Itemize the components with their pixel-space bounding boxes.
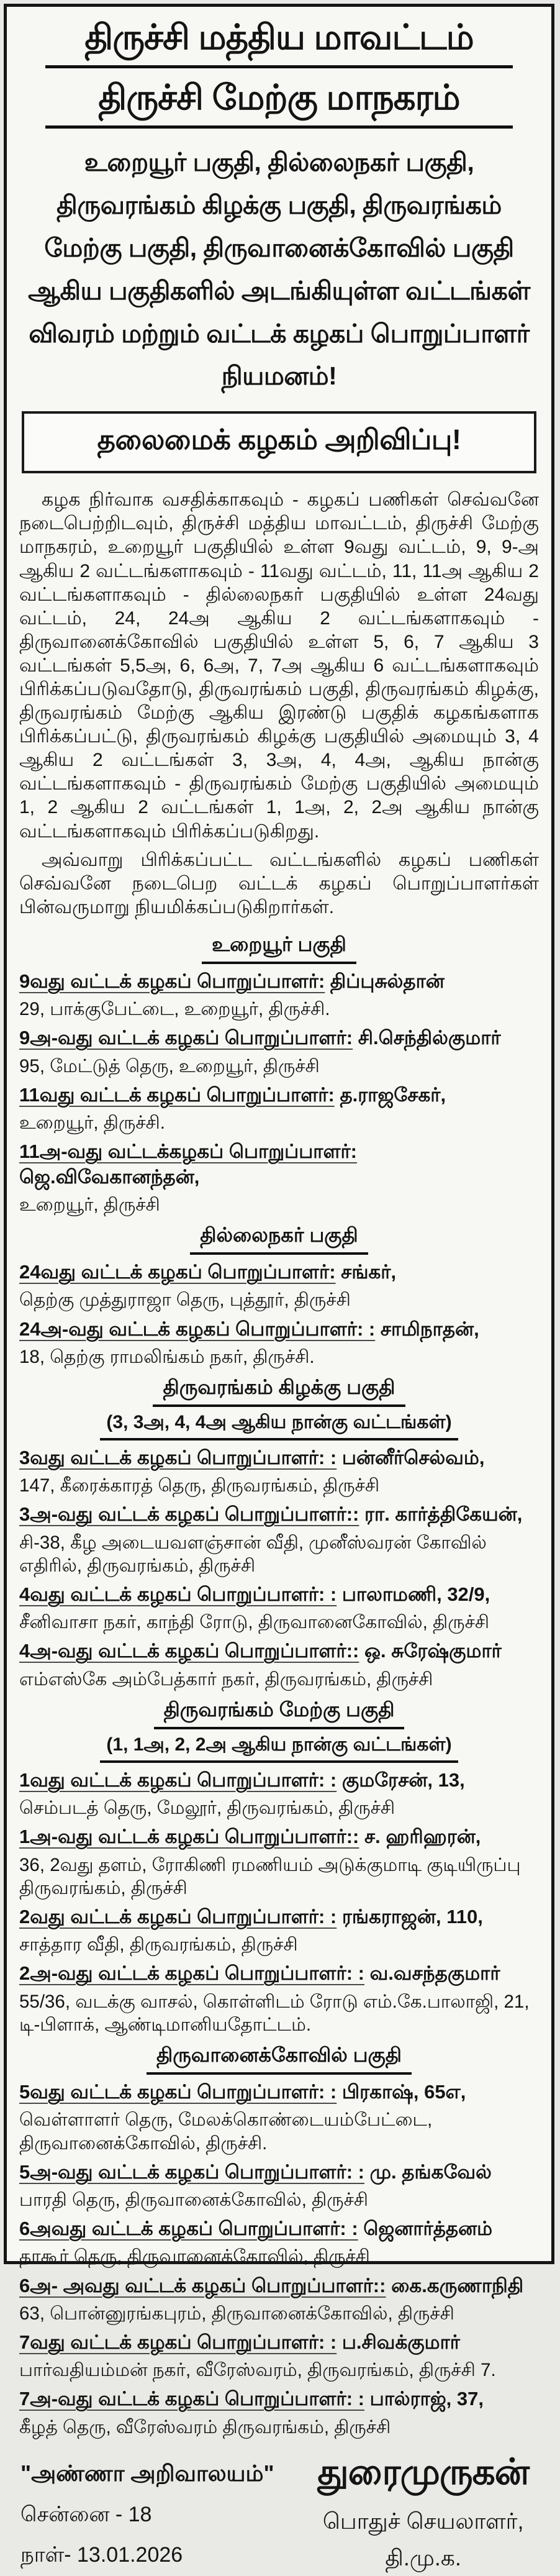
entry-name: சாமிநாதன், (380, 1318, 479, 1340)
entry-name: மு. தங்கவேல் (369, 2160, 492, 2183)
entry-label: 11அ-வது வட்டக்கழகப் பொறுப்பாளர்: (19, 1140, 357, 1163)
appointment-entry (19, 1260, 539, 1311)
entry-label: 1வது வட்டக் கழகப் பொறுப்பாளர்: : (19, 1768, 337, 1791)
entry-name: சங்கர், (341, 1261, 397, 1283)
entry-name: ரங்கராஜன், 110, (341, 1905, 483, 1927)
entry-label: 24அ-வது வட்டக் கழகப் பொறுப்பாளர்: : (19, 1318, 376, 1340)
entry-title-line (19, 2330, 539, 2355)
entry-label: 6அவது வட்டக் கழகப் பொறுப்பாளர்: : (19, 2218, 358, 2240)
entry-address: 63, பொன்னுரங்கபுரம், திருவானைக்கோவில், திருச்சி (19, 2303, 454, 2324)
entry-label: 7அ-வது வட்டக் கழகப் பொறுப்பாளர்: : (19, 2388, 364, 2410)
ward-section (19, 1224, 539, 1368)
entry-label: 4வது வட்டக் கழகப் பொறுப்பாளர்: : (19, 1583, 337, 1606)
entry-label: 2வது வட்டக் கழகப் பொறுப்பாளர்: : (19, 1905, 337, 1927)
entry-address: தெற்கு முத்துராஜா தெரு, புத்தூர், திருச்சி (19, 1290, 351, 1311)
appointment-entry (19, 2216, 539, 2268)
entry-name: த.ராஜசேகர், (340, 1083, 446, 1106)
section-heading: தில்லைநகர் பகுதி (190, 1224, 368, 1255)
section-heading: திருவரங்கம் கிழக்கு பகுதி (153, 1376, 405, 1407)
appointment-entry (19, 1317, 539, 1368)
section-heading: திருவானைக்கோவில் பகுதி (147, 2044, 412, 2075)
advert-subtitle: உறையூர் பகுதி, தில்லைநகர் பகுதி, திருவரங்கம் கிழக்கு பகுதி, திருவரங்கம் மேற்கு பகுதி, திருவானைக்கோவில் பகுதி ஆகிய பகுதிகளில் அடங்கியுள்ள வட்டங்கள் விவரம் மற்றும் வட்டக் கழகப் பொறுப்பாளர் நியமனம்! (28, 148, 530, 391)
entry-label: 24வது வட்டக் கழகப் பொறுப்பாளர்: (19, 1261, 336, 1283)
entry-name: பிரகாஷ், 65எ, (341, 2081, 466, 2103)
page-title-district: திருச்சி மத்திய மாவட்டம் (45, 16, 513, 68)
entry-name: பன்னீர்செல்வம், (341, 1446, 485, 1468)
entry-address: எம்எஸ்கே அம்பேத்கார் நகர், திருவரங்கம், திருச்சி (19, 1668, 433, 1690)
footer (19, 2444, 539, 2576)
entry-title-line (19, 1961, 539, 1986)
entry-title-line (19, 1445, 539, 1470)
appointment-entry (19, 1139, 539, 1216)
ward-section (19, 2044, 539, 2439)
entry-label: 7வது வட்டக் கழகப் பொறுப்பாளர்: : (19, 2331, 337, 2354)
entry-name: ச. ஹரிஹரன், (364, 1826, 481, 1848)
entry-label: 11வது வட்டக் கழகப் பொறுப்பாளர்: (19, 1083, 335, 1106)
appointment-entry (19, 1961, 539, 2036)
entry-title-line (19, 1768, 539, 1793)
announcement-advert (4, 4, 554, 2570)
section-heading: திருவரங்கம் மேற்கு பகுதி (154, 1698, 405, 1729)
entry-address: பார்வதியம்மன் நகர், வீரேஸ்வரம், திருவரங்கம், திருச்சி 7. (19, 2360, 496, 2381)
entry-address: 55/36, வடக்கு வாசல், கொள்ளிடம் ரோடு எம்.கே.பாலாஜி, 21, டி-பிளாக், ஆண்டிமானியதோட்டம். (19, 1991, 530, 2035)
entry-label: 5அ-வது வட்டக் கழகப் பொறுப்பாளர்: : (19, 2160, 364, 2183)
entry-address: உறையூர், திருச்சி. (19, 1113, 165, 1134)
entry-label: 5வது வட்டக் கழகப் பொறுப்பாளர்: : (19, 2081, 337, 2103)
appointment-entry (19, 1502, 539, 1577)
signatory-party: தி.மு.க. (385, 2544, 461, 2570)
appointment-entry (19, 1026, 539, 1077)
entry-title-line (19, 1083, 539, 1108)
headquarters-notice-text: தலைமைக் கழகம் அறிவிப்பு! (97, 424, 461, 456)
entry-address: சி-38, கீழ அடையவளஞ்சான் வீதி, முனீஸ்வரன் கோவில் எதிரில், திருவரங்கம், திருச்சி (19, 1532, 487, 1576)
entry-label: 6அ- அவது வட்டக் கழகப் பொறுப்பாளர்:: (19, 2274, 386, 2296)
appointment-entry (19, 1905, 539, 1956)
footer-office: "அண்ணா அறிவாலயம்" (20, 2460, 274, 2486)
entry-label: 2அ-வது வட்டக் கழகப் பொறுப்பாளர்: : (19, 1962, 364, 1985)
entry-label: 3வது வட்டக் கழகப் பொறுப்பாளர்: : (19, 1446, 337, 1468)
appointment-entry (19, 1768, 539, 1819)
entry-address: சாத்தார வீதி, திருவரங்கம், திருச்சி (19, 1934, 298, 1955)
entry-label: 9அ-வது வட்டக் கழகப் பொறுப்பாளர்: (19, 1027, 353, 1049)
entry-address: பாரதி தெரு, திருவானைக்கோவில், திருச்சி (19, 2189, 369, 2210)
ward-section (19, 1376, 539, 1691)
entry-name: ஜெனார்த்தனம் (363, 2218, 493, 2240)
entry-title-line (19, 1824, 539, 1849)
appointment-entry (19, 1083, 539, 1134)
appointment-entry (19, 2273, 539, 2325)
footer-date: நாள்- 13.01.2026 (20, 2542, 183, 2567)
appointment-entry (19, 969, 539, 1021)
appointment-entry (19, 1582, 539, 1634)
entry-address: 147, கீரைக்காரத் தெரு, திருவரங்கம், திருச்சி (19, 1475, 380, 1496)
entry-label: 1அ-வது வட்டக் கழகப் பொறுப்பாளர்:: (19, 1826, 359, 1848)
signature-block (317, 2452, 538, 2576)
entry-title-line (19, 1026, 539, 1050)
entry-name: குமரேசன், 13, (341, 1768, 465, 1791)
entry-title-line (19, 969, 539, 994)
signatory-name: துரைமுருகன் (317, 2451, 529, 2492)
entry-title-line (19, 1905, 539, 1929)
headquarters-notice-box (22, 411, 536, 473)
ward-section (19, 933, 539, 1216)
intro-paragraph-2: அவ்வாறு பிரிக்கப்பட்ட வட்டங்களில் கழகப் பணிகள் செவ்வனே நடைபெற வட்டக் கழகப் பொறுப்பாளர்கள் பின்வருமாறு நியமிக்கப்படுகிறார்கள். (19, 849, 539, 917)
appointment-entry (19, 2387, 539, 2438)
entry-name: பால்ராஜ், 37, (369, 2388, 484, 2410)
entry-label: 3அ-வது வட்டக் கழகப் பொறுப்பாளர்:: (19, 1503, 359, 1526)
entry-name: ஜெ.விவேகானந்தன், (19, 1165, 200, 1188)
page-title-city: திருச்சி மேற்கு மாநகரம் (45, 76, 513, 129)
entry-title-line (19, 1139, 539, 1190)
entry-address: செம்படத் தெரு, மேலூர், திருவரங்கம், திருச்சி (19, 1798, 395, 1819)
entry-title-line (19, 1582, 539, 1607)
entry-address: வெள்ளாளர் தெரு, மேலக்கொண்டையம்பேட்டை, திருவானைக்கோவில், திருச்சி. (19, 2109, 433, 2154)
entry-title-line (19, 2160, 539, 2185)
entry-address: உறையூர், திருச்சி (19, 1194, 160, 1215)
entry-title-line (19, 2387, 539, 2411)
entry-address: 18, தெற்கு ராமலிங்கம் நகர், திருச்சி. (19, 1346, 315, 1367)
entry-title-line (19, 1317, 539, 1342)
appointment-entry (19, 1639, 539, 1690)
section-subheading: (1, 1அ, 2, 2அ ஆகிய நான்கு வட்டங்கள்) (100, 1734, 458, 1763)
entry-title-line (19, 1639, 539, 1663)
entry-address: 29, பாக்குபேட்டை, உறையூர், திருச்சி. (19, 999, 330, 1020)
entry-label: 9வது வட்டக் கழகப் பொறுப்பாளர்: (19, 970, 325, 992)
entry-label: 4அ-வது வட்டக் கழகப் பொறுப்பாளர்:: (19, 1640, 359, 1662)
entry-address: தாகூர் தெரு, திருவானைக்கோவில், திருச்சி (19, 2246, 370, 2267)
ward-section (19, 1698, 539, 2036)
section-subheading: (3, 3அ, 4, 4அ ஆகிய நான்கு வட்டங்கள்) (100, 1412, 458, 1440)
footer-left-block (20, 2452, 274, 2575)
entry-name: கை.கருணாநிதி (391, 2274, 524, 2296)
appointment-entry (19, 2080, 539, 2155)
entry-title-line (19, 1260, 539, 1285)
entry-name: ரா. கார்த்திகேயன், (364, 1503, 523, 1526)
appointment-entry (19, 2330, 539, 2382)
entry-name: வ.வசந்தகுமார் (369, 1962, 500, 1985)
appointment-entry (19, 2160, 539, 2211)
signatory-role: பொதுச் செயலாளர், (322, 2508, 524, 2534)
entry-title-line (19, 1502, 539, 1527)
entry-address: கீழத் தெரு, வீரேஸ்வரம் திருவரங்கம், திருச்சி (19, 2416, 391, 2437)
entry-name: ஒ. சுரேஷ்குமார் (364, 1640, 502, 1662)
entry-address: சீனிவாசா நகர், காந்தி ரோடு, திருவானைகோவில், திருச்சி (19, 1612, 490, 1633)
entry-title-line (19, 2080, 539, 2105)
entry-address: 36, 2வது தளம், ரோகிணி ரமணியம் அடுக்குமாடி குடியிருப்பு திருவரங்கம், திருச்சி (19, 1854, 521, 1898)
intro-paragraph-1: கழக நிர்வாக வசதிக்காகவும் - கழகப் பணிகள் செவ்வனே நடைபெற்றிடவும், திருச்சி மத்திய மாவட்டம், திருச்சி மேற்கு மாநகரம், உறையூர் பகுதியில் உள்ள 9வது வட்டம், 9, 9-அ ஆகிய 2 வட்டங்களாகவும் - 11வது வட்டம், 11, 11அ ஆகிய 2 வட்டங்களாகவும் - தில்லைநகர் பகுதியில் உள்ள 24வது வட்டம், 24, 24அ ஆகிய 2 வட்டங்களாகவும் - திருவானைக்கோவில் பகுதியில் உள்ள 5, 6, 7 ஆகிய 3 வட்டங்கள் 5,5அ, 6, 6அ, 7, 7அ ஆகிய 6 வட்டங்களாகவும் பிரிக்கப்படுவதோடு, திருவரங்கம் பகுதி, திருவரங்கம் கிழக்கு, திருவரங்கம் மேற்கு ஆகிய இரண்டு பகுதிக் கழகங்களாக பிரிக்கப்பட்டு, திருவரங்கம் கிழக்கு பகுதியில் அமையும் 3, 4 ஆகிய 2 வட்டங்கள் 3, 3அ, 4, 4அ, ஆகிய நான்கு வட்டங்களாகவும் - திருவரங்கம் மேற்கு பகுதியில் அமையும் 1, 2 ஆகிய 2 வட்டங்கள் 1, 1அ, 2, 2அ ஆகிய நான்கு வட்டங்களாகவும் பிரிக்கப்படுகிறது. (19, 489, 539, 842)
appointment-entry (19, 1824, 539, 1900)
appointment-entry (19, 1445, 539, 1497)
entry-name: ப.சிவக்குமார் (341, 2331, 461, 2354)
entry-name: பாலாமணி, 32/9, (341, 1583, 490, 1606)
entry-title-line (19, 2273, 539, 2298)
entry-title-line (19, 2216, 539, 2241)
entry-address: 95, மேட்டுத் தெரு, உறையூர், திருச்சி (19, 1055, 320, 1076)
entry-name: திப்புசுல்தான் (330, 970, 445, 992)
entry-name: சி.செந்தில்குமார் (358, 1027, 501, 1049)
section-heading: உறையூர் பகுதி (202, 933, 356, 964)
ward-sections (19, 926, 539, 2444)
footer-city: சென்னை - 18 (20, 2503, 152, 2527)
